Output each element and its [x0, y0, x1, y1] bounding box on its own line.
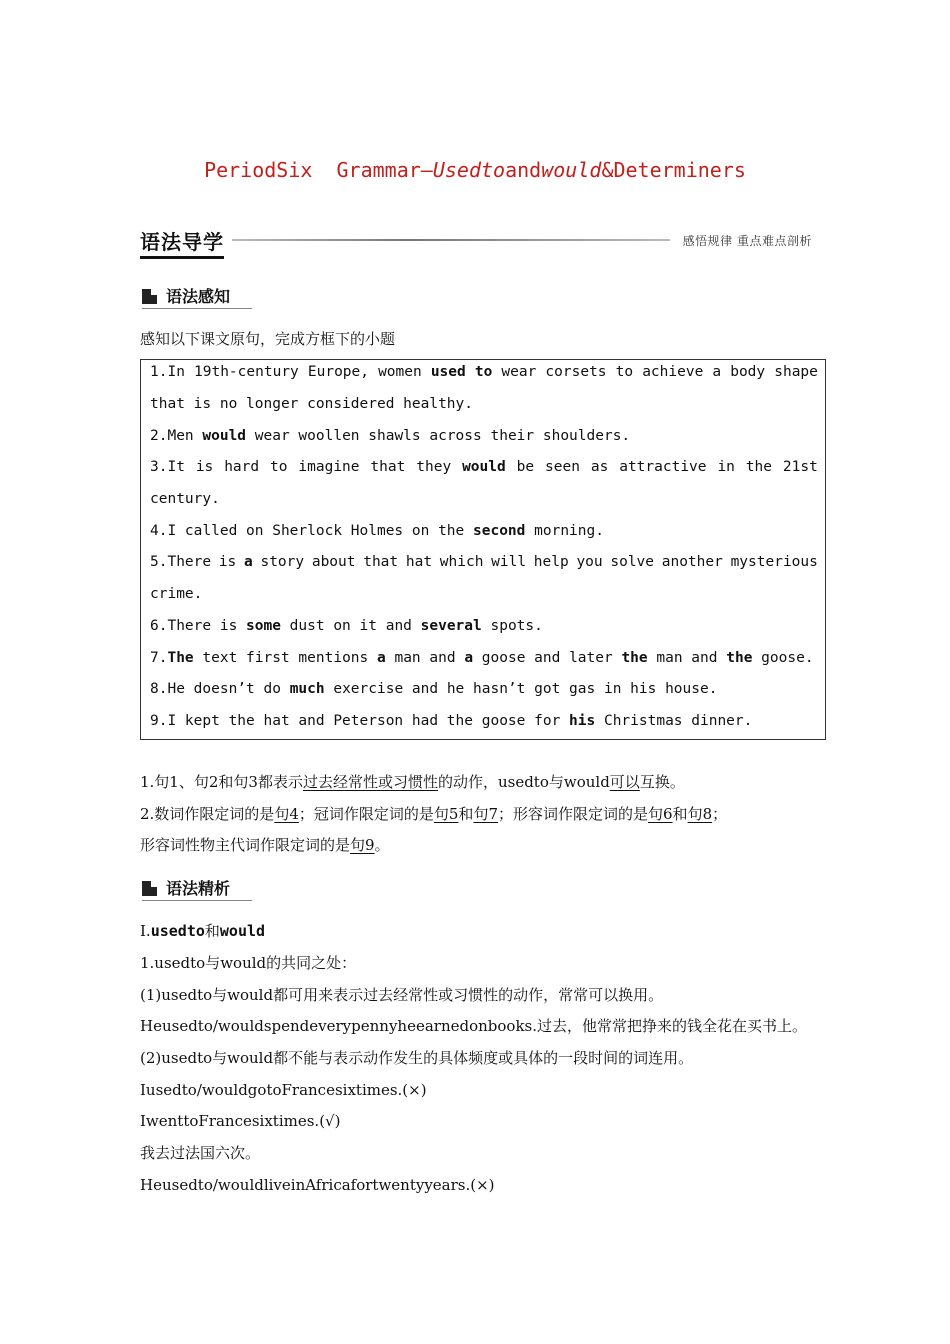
point-title: Ⅰ.usedto和would — [140, 922, 266, 940]
analysis-line-7: 我去过法国六次。 — [140, 1144, 261, 1162]
analysis-line-8: Heusedto/wouldliveinAfricafortwentyyears.(×) — [140, 1176, 495, 1194]
sentence-5: 5.There is a story about that hat which will help you solve another mysterious — [150, 554, 818, 570]
subheading-analysis: 语法精析 — [142, 876, 252, 902]
analysis-line-2: (1)usedto与would都可用来表示过去经常性或习惯性的动作，常常可以换用。 — [140, 986, 664, 1004]
analysis-line-1: 1.usedto与would的共同之处： — [140, 954, 357, 972]
answer-3: 形容词性物主代词作限定词的是句9。 — [140, 836, 390, 854]
analysis-line-3: Heusedto/wouldspendeverypennyheearnedonbooks.过去，他常常把挣来的钱全花在买书上。 — [140, 1017, 808, 1035]
example-sentences-box — [140, 359, 826, 740]
sentence-7: 7.The text first mentions a man and a goose and later the man and the goose. — [150, 650, 814, 666]
sentence-5-cont: crime. — [150, 586, 203, 602]
section-tagline: 感悟规律 重点难点剖析 — [682, 234, 812, 248]
answer-2: 2.数词作限定词的是句4；冠词作限定词的是句5和句7；形容词作限定词的是句6和句8； — [140, 805, 728, 823]
square-bullet-icon — [142, 881, 157, 896]
sentence-3: 3.It is hard to imagine that they would be seen as attractive in the 21st — [150, 459, 818, 475]
square-bullet-icon — [142, 289, 157, 304]
sentence-9: 9.I kept the hat and Peterson had the goose for his Christmas dinner. — [150, 713, 753, 729]
section-title: 语法导学 — [140, 226, 224, 255]
sentence-6: 6.There is some dust on it and several spots. — [150, 618, 543, 634]
subheading-perception: 语法感知 — [142, 284, 252, 310]
sentence-3-cont: century. — [150, 491, 220, 507]
section-header — [140, 226, 812, 256]
analysis-line-6: IwenttoFrancesixtimes.(√) — [140, 1112, 341, 1130]
analysis-line-4: (2)usedto与would都不能与表示动作发生的具体频度或具体的一段时间的词连用。 — [140, 1049, 694, 1067]
analysis-line-5: Iusedto/wouldgotoFrancesixtimes.(×) — [140, 1081, 427, 1099]
sentence-1: 1.In 19th-century Europe, women used to wear corsets to achieve a body shape — [150, 364, 818, 380]
perception-intro: 感知以下课文原句，完成方框下的小题 — [140, 330, 396, 348]
sentence-2: 2.Men would wear woollen shawls across their shoulders. — [150, 428, 631, 444]
answer-1: 1.句1、句2和句3都表示过去经常性或习惯性的动作，usedto与would可以互换。 — [140, 773, 685, 791]
sentence-1-cont: that is no longer considered healthy. — [150, 396, 474, 412]
section-divider — [232, 239, 670, 241]
sentence-8: 8.He doesn’t do much exercise and he hasn’t got gas in his house. — [150, 681, 718, 697]
page-title: PeriodSix Grammar—Usedtoandwould&Determiners — [204, 158, 746, 182]
sentence-4: 4.I called on Sherlock Holmes on the second morning. — [150, 523, 604, 539]
